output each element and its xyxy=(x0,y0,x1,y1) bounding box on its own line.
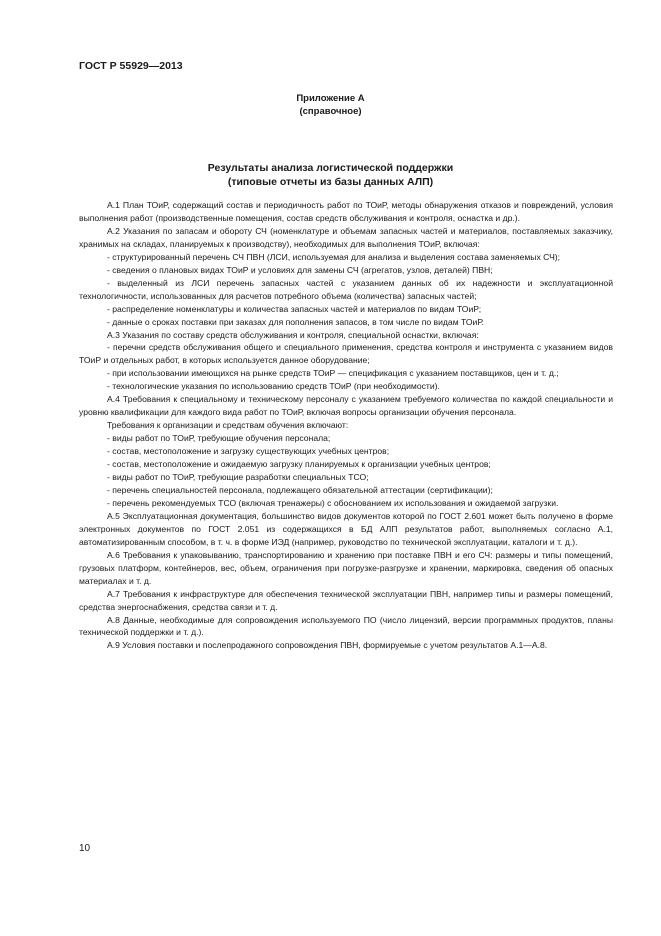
appendix-heading xyxy=(0,92,661,118)
document-body xyxy=(79,199,613,652)
paragraph: А.5 Эксплуатационная документация, большинство видов документов которой по ГОСТ 2.601 может быть получено в форме электронных документов по ГОСТ 2.051 из содержащихся в БД АЛП результатов работ, выполняемых согласно А.1, автоматизированным способом, в т. ч. в форме ИЭД (например, руководство по технической эксплуатации, каталоги и т. д.). xyxy=(79,510,613,547)
list-item: - структурированный перечень СЧ ПВН (ЛСИ, используемая для анализа и выделения состава заменяемых СЧ); xyxy=(107,251,561,262)
paragraph: А.3 Указания по составу средств обслуживания и контроля, специальной оснастки, включая: xyxy=(107,329,479,340)
list-item: - состав, местоположение и загрузку существующих учебных центров; xyxy=(107,446,390,457)
paragraph: А.2 Указания по запасам и обороту СЧ (номенклатуре и объемам запасных частей и материалов, поставляемых заказчику, хранимых на складах, планируемых к производству), необходимых для выполнения ТОиР, включая: xyxy=(79,225,613,249)
list-item: - выделенный из ЛСИ перечень запасных частей с указанием данных об их надежности и эксплуатационной технологичности, использованных для расчетов потребного объема (количества) запасных частей; xyxy=(79,277,613,301)
appendix-label: Приложение А xyxy=(296,93,365,104)
paragraph: А.8 Данные, необходимые для сопровождения используемого ПО (число лицензий, версии программных продуктов, планы технической поддержки и т. д.). xyxy=(79,614,613,638)
paragraph: Требования к организации и средствам обучения включают: xyxy=(107,420,349,431)
list-item: - сведения о плановых видах ТОиР и условиях для замены СЧ (агрегатов, узлов, деталей) ПВН; xyxy=(107,264,493,275)
list-item: - перечень рекомендуемых ТСО (включая тренажеры) с обоснованием их использования и ожидаемой загрузки. xyxy=(107,497,559,508)
list-item: - при использовании имеющихся на рынке средств ТОиР — спецификация с указанием поставщиков, цен и т. д.; xyxy=(107,368,559,379)
list-item: - перечень специальностей персонала, подлежащего обязательной аттестации (сертификации); xyxy=(107,484,493,495)
list-item: - виды работ по ТОиР, требующие обучения персонала; xyxy=(107,433,331,444)
title-line-1: Результаты анализа логистической поддержки xyxy=(207,162,454,174)
paragraph: А.1 План ТОиР, содержащий состав и периодичность работ по ТОиР, методы обнаружения отказов и повреждений, условия выполнения работ (производственные помещения, состав средств обслуживания и контроля, оснастка и др.). xyxy=(79,200,613,223)
list-item: - технологические указания по использованию средств ТОиР (при необходимости). xyxy=(107,381,440,392)
paragraph: А.6 Требования к упаковыванию, транспортированию и хранению при поставке ПВН и его СЧ: размеры и типы помещений, грузовых платформ, контейнеров, вес, объем, ограничения при погрузке-разгрузке и хранении, маркировка, сведения об опасных материалах и т. д. xyxy=(79,549,613,586)
section-title xyxy=(0,161,661,189)
list-item: - виды работ по ТОиР, требующие разработки специальных ТСО; xyxy=(107,472,369,483)
list-item: - перечни средств обслуживания общего и специального применения, средства контроля и инструмента с указанием видов ТОиР и отдельных работ, в которых используется данное оборудование; xyxy=(79,342,613,366)
page-number: 10 xyxy=(79,843,91,854)
list-item: - распределение номенклатуры и количества запасных частей и материалов по видам ТОиР; xyxy=(107,303,482,314)
list-item: - состав, местоположение и ожидаемую загрузку планируемых к организации учебных центров; xyxy=(107,459,491,470)
paragraph: А.4 Требования к специальному и техническому персоналу с указанием требуемого количества по каждой специальности и уровню квалификации для каждого вида работ по ТОиР, включая вопросы организации обучения персонала. xyxy=(79,394,613,418)
paragraph: А.7 Требования к инфраструктуре для обеспечения технической эксплуатации ПВН, например типы и размеры помещений, средства энергоснабжения, средства связи и т. д. xyxy=(79,588,613,612)
document-header: ГОСТ Р 55929—2013 xyxy=(79,60,183,72)
appendix-type: (справочное) xyxy=(299,106,362,117)
list-item: - данные о сроках поставки при заказах для пополнения запасов, в том числе по видам ТОиР. xyxy=(107,316,484,327)
title-line-2: (типовые отчеты из базы данных АЛП) xyxy=(227,176,434,188)
paragraph: А.9 Условия поставки и послепродажного сопровождения ПВН, формируемые с учетом результатов А.1—А.8. xyxy=(107,640,548,651)
